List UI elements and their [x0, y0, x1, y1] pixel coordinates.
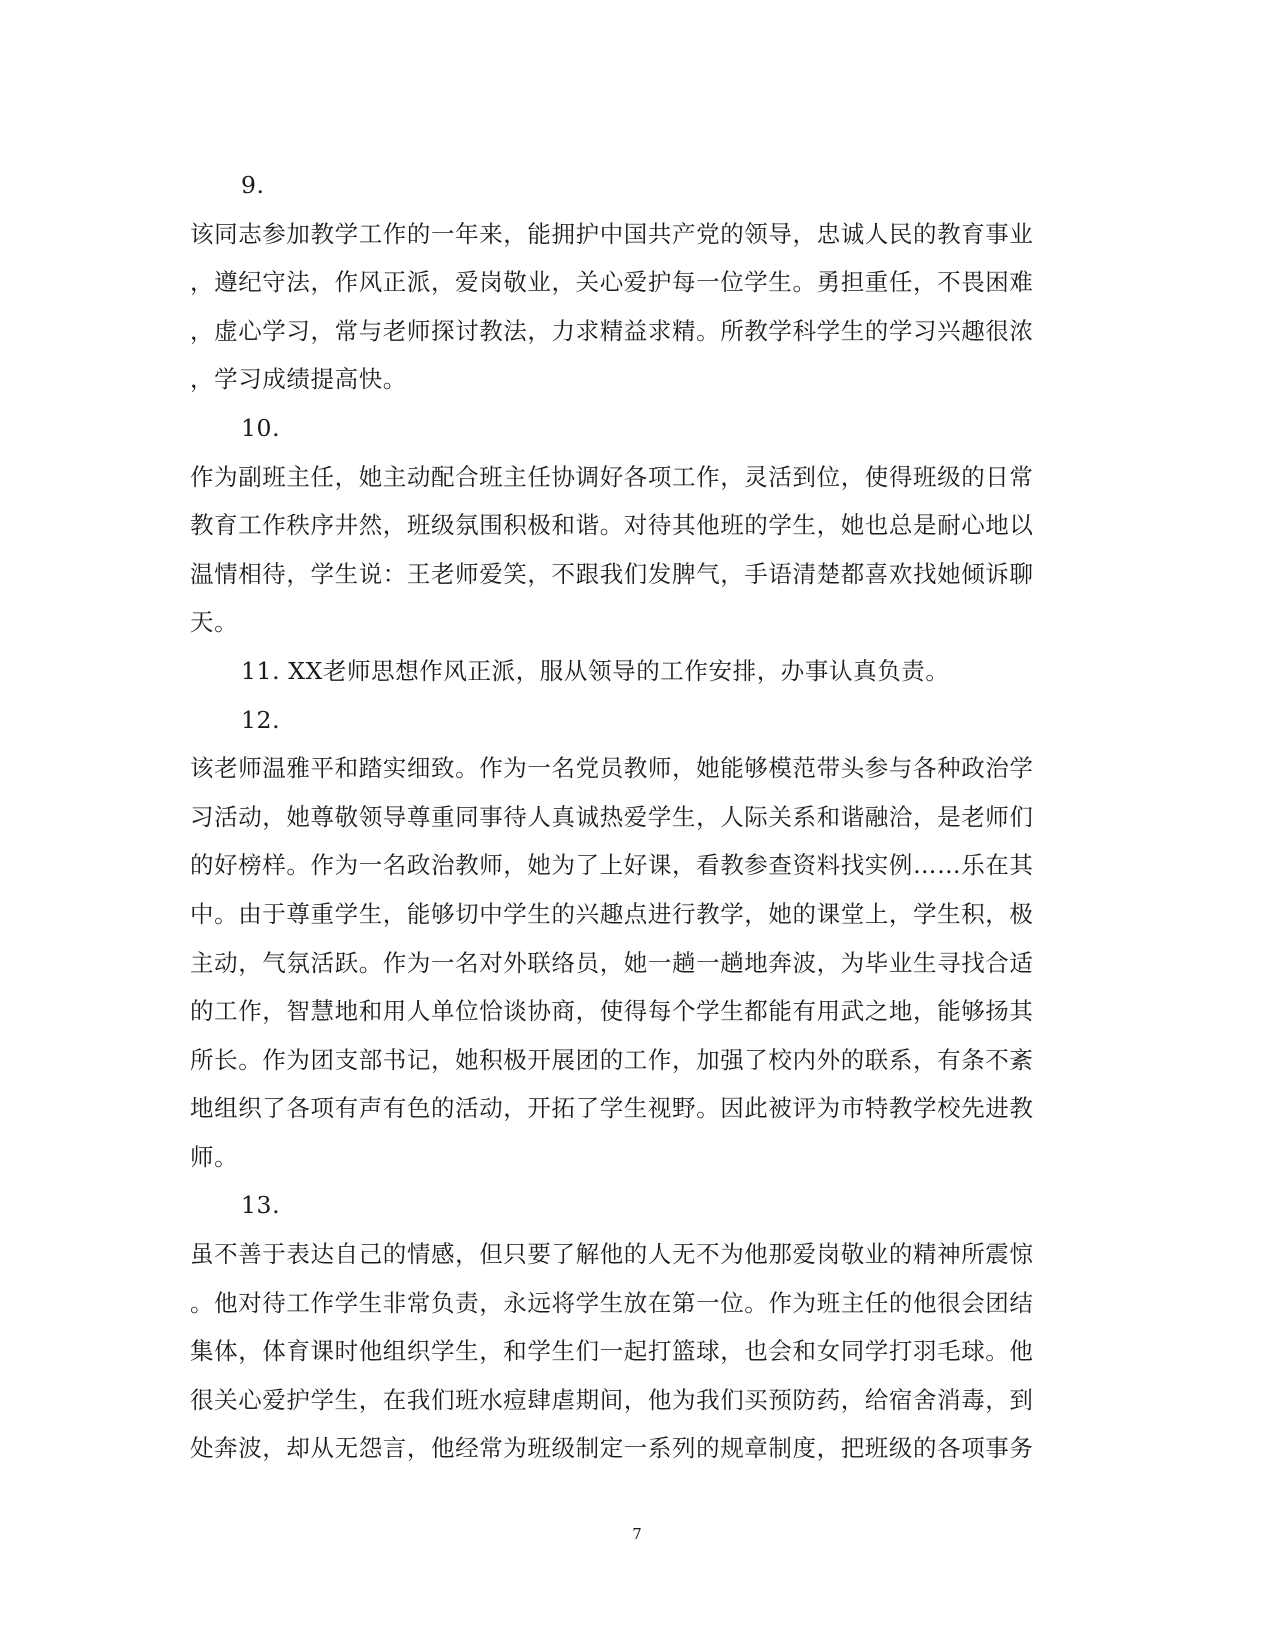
- text-line: ，遵纪守法，作风正派，爱岗敬业，关心爱护每一位学生。勇担重任，不畏困难: [190, 268, 1034, 297]
- text-line: 师。: [190, 1142, 239, 1171]
- text-line: 温情相待，学生说：王老师爱笑，不跟我们发脾气，手语清楚都喜欢找她倾诉聊: [190, 559, 1034, 588]
- text-line: 该老师温雅平和踏实细致。作为一名党员教师，她能够模范带头参与各种政治学: [190, 754, 1034, 783]
- text-line: 的工作，智慧地和用人单位恰谈协商，使得每个学生都能有用武之地，能够扬其: [190, 997, 1034, 1026]
- item-number-line: 9.: [241, 171, 265, 199]
- text-line: 很关心爱护学生，在我们班水痘肆虐期间，他为我们买预防药，给宿舍消毒，到: [190, 1385, 1034, 1414]
- text-line: 主动，气氛活跃。作为一名对外联络员，她一趟一趟地奔波，为毕业生寻找合适: [190, 948, 1034, 977]
- text-line: 教育工作秩序井然，班级氛围积极和谐。对待其他班的学生，她也总是耐心地以: [190, 511, 1034, 540]
- body-text: [190, 161, 1070, 1473]
- text-line: ，虚心学习，常与老师探讨教法，力求精益求精。所教学科学生的学习兴趣很浓: [190, 316, 1034, 345]
- page-number: 7: [632, 1525, 642, 1543]
- text-line: 的好榜样。作为一名政治教师，她为了上好课，看教参查资料找实例……乐在其: [190, 851, 1034, 880]
- item-number-line: 13.: [241, 1191, 281, 1220]
- item-number-line: 12.: [241, 705, 281, 734]
- text-line: ，学习成绩提高快。: [190, 365, 407, 394]
- text-line: 中。由于尊重学生，能够切中学生的兴趣点进行教学，她的课堂上，学生积，极: [190, 899, 1034, 928]
- text-line: 习活动，她尊敬领导尊重同事待人真诚热爱学生，人际关系和谐融洽，是老师们: [190, 802, 1034, 831]
- text-line: 天。: [190, 608, 239, 637]
- item-number-line: 11. XX老师思想作风正派，服从领导的工作安排，办事认真负责。: [241, 656, 950, 685]
- text-line: 地组织了各项有声有色的活动，开拓了学生视野。因此被评为市特教学校先进教: [190, 1094, 1034, 1123]
- text-line: 所长。作为团支部书记，她积极开展团的工作，加强了校内外的联系，有条不紊: [190, 1045, 1034, 1074]
- text-line: 该同志参加教学工作的一年来，能拥护中国共产党的领导，忠诚人民的教育事业: [190, 219, 1034, 248]
- text-line: 虽不善于表达自己的情感，但只要了解他的人无不为他那爱岗敬业的精神所震惊: [190, 1240, 1034, 1269]
- text-line: 处奔波，却从无怨言，他经常为班级制定一系列的规章制度，把班级的各项事务: [190, 1434, 1034, 1463]
- item-number-line: 10.: [241, 413, 281, 442]
- text-line: 集体，体育课时他组织学生，和学生们一起打篮球，也会和女同学打羽毛球。他: [190, 1337, 1034, 1366]
- text-line: 。他对待工作学生非常负责，永远将学生放在第一位。作为班主任的他很会团结: [190, 1288, 1034, 1317]
- text-line: 作为副班主任，她主动配合班主任协调好各项工作，灵活到位，使得班级的日常: [190, 462, 1034, 491]
